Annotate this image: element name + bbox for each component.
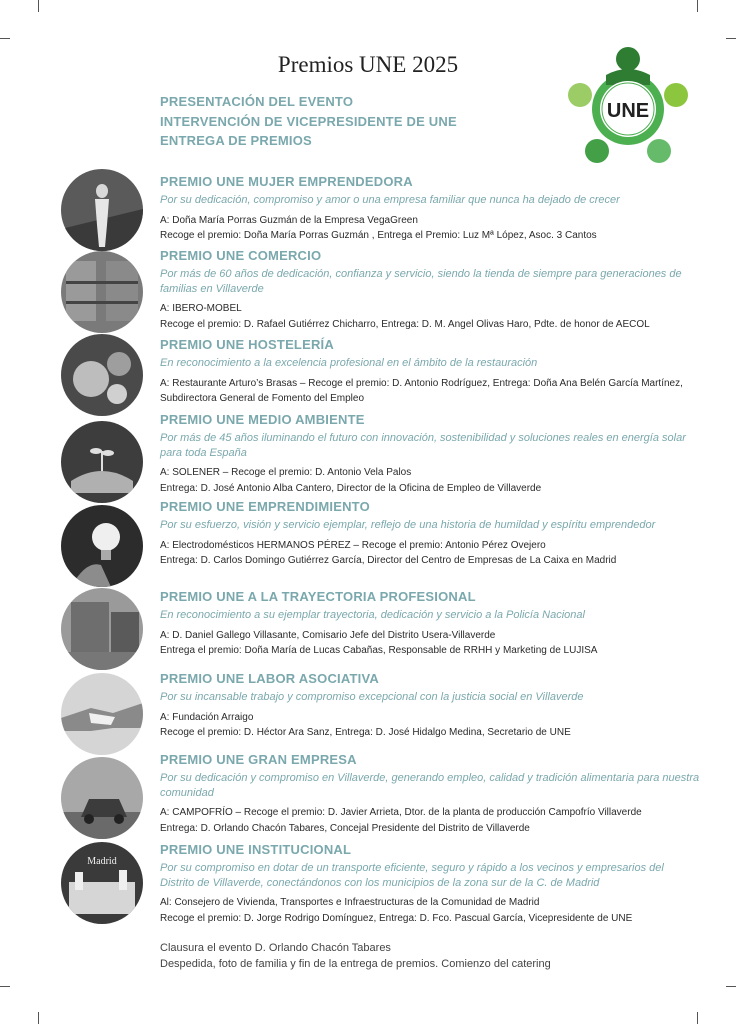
award-line: Al: Consejero de Vivienda, Transportes e Infraestructuras de la Comunidad de Madrid: [160, 897, 540, 908]
award-subtitle: Por su incansable trabajo y compromiso excepcional con la justicia social en Villaverde: [160, 691, 584, 703]
award-section: [160, 412, 700, 496]
award-title: PREMIO UNE EMPRENDIMIENTO: [160, 499, 370, 514]
award-section: [160, 174, 700, 244]
award-section: [160, 337, 700, 407]
award-line: Entrega el premio: Doña María de Lucas Cabañas, Responsable de RRHH y Marketing de LUJISA: [160, 645, 598, 656]
award-line: A: Fundación Arraigo: [160, 711, 254, 723]
award-line: A: Restaurante Arturo’s Brasas – Recoge el premio: D. Antonio Rodríguez, Entrega: Doña Ana Belén García Martínez, Subdirectora General de Fomento del Empleo: [160, 377, 683, 404]
crop-mark: [726, 38, 736, 39]
crop-mark: [0, 38, 10, 39]
award-title: PREMIO UNE A LA TRAYECTORIA PROFESIONAL: [160, 589, 476, 604]
award-section: [160, 752, 700, 836]
photo-shop: [61, 251, 143, 333]
award-title: PREMIO UNE MEDIO AMBIENTE: [160, 412, 365, 427]
award-line: A: IBERO-MOBEL: [160, 303, 242, 314]
award-line: Entrega: D. Orlando Chacón Tabares, Concejal Presidente del Distrito de Villaverde: [160, 822, 530, 834]
crop-mark: [726, 986, 736, 987]
award-line: A: CAMPOFRÍO – Recoge el premio: D. Javier Arrieta, Dtor. de la planta de producción Campofrío Villaverde: [160, 807, 642, 818]
photo-handshake: [61, 673, 143, 755]
award-title: PREMIO UNE LABOR ASOCIATIVA: [160, 671, 379, 686]
madrid-label: Madrid: [87, 856, 117, 867]
award-line: Entrega: D. Carlos Domingo Gutiérrez García, Director del Centro de Empresas de La Caixa en Madrid: [160, 555, 617, 566]
award-section: [160, 842, 700, 926]
award-line: A: Doña María Porras Guzmán de la Empresa VegaGreen: [160, 214, 418, 226]
crop-mark: [697, 0, 698, 12]
photo-lightbulb: [61, 505, 143, 587]
award-title: PREMIO UNE HOSTELERÍA: [160, 337, 334, 352]
photo-car: [61, 757, 143, 839]
closing-line: Despedida, foto de familia y fin de la entrega de premios. Comienzo del catering: [160, 958, 551, 970]
photo-madrid: [61, 842, 143, 924]
award-subtitle: Por más de 60 años de dedicación, confianza y servicio, siendo la tienda de siempre para generaciones de familias en Villaverde: [160, 268, 682, 295]
crop-mark: [697, 1012, 698, 1024]
closing-line: Clausura el evento D. Orlando Chacón Tabares: [160, 942, 391, 954]
agenda-item: ENTREGA DE PREMIOS: [160, 133, 312, 148]
award-line: Entrega: D. José Antonio Alba Cantero, Director de la Oficina de Empleo de Villaverde: [160, 482, 542, 494]
award-subtitle: Por su compromiso en dotar de un transporte eficiente, seguro y rápido a los vecinos y empresarios del Distrito de Villaverde, conectándonos con los municipios de la zona sur de la C. de Madrid: [160, 862, 664, 889]
award-line: Recoge el premio: Doña María Porras Guzmán , Entrega el Premio: Luz Mª López, Asoc. 3 Cantos: [160, 230, 597, 241]
photo-building: [61, 588, 143, 670]
award-line: A: SOLENER – Recoge el premio: D. Antonio Vela Palos: [160, 467, 412, 478]
award-line: Recoge el premio: D. Héctor Ara Sanz, Entrega: D. José Hidalgo Medina, Secretario de UNE: [160, 727, 571, 738]
award-line: Recoge el premio: D. Jorge Rodrigo Domínguez, Entrega: D. Fco. Pascual García, Vicepresidente de UNE: [160, 912, 633, 924]
award-subtitle: En reconocimiento a su ejemplar trayectoria, dedicación y servicio a la Policía Nacional: [160, 609, 585, 621]
photo-plant-hands: [61, 421, 143, 503]
award-title: PREMIO UNE INSTITUCIONAL: [160, 842, 352, 857]
photo-woman: [61, 169, 143, 251]
agenda-item: INTERVENCIÓN DE VICEPRESIDENTE DE UNE: [160, 113, 457, 129]
award-section: [160, 589, 700, 659]
award-subtitle: Por su esfuerzo, visión y servicio ejemplar, reflejo de una historia de humildad y espíritu emprendedor: [160, 519, 656, 531]
crop-mark: [38, 1012, 39, 1024]
page-title: Premios UNE 2025: [277, 52, 459, 77]
closing-notes: [160, 940, 551, 972]
une-logo: [566, 45, 690, 169]
agenda-item: PRESENTACIÓN DEL EVENTO: [160, 94, 354, 109]
photo-food: [61, 334, 143, 416]
award-title: PREMIO UNE COMERCIO: [160, 248, 322, 263]
award-subtitle: Por su dedicación, compromiso y amor o una empresa familiar que nunca ha dejado de crecer: [160, 194, 620, 206]
award-section: [160, 499, 700, 569]
award-line: A: Electrodomésticos HERMANOS PÉREZ – Recoge el premio: Antonio Pérez Ovejero: [160, 539, 546, 551]
award-title: PREMIO UNE MUJER EMPRENDEDORA: [160, 174, 413, 189]
award-subtitle: En reconocimiento a la excelencia profesional en el ámbito de la restauración: [160, 357, 538, 369]
award-line: A: D. Daniel Gallego Villasante, Comisario Jefe del Distrito Usera-Villaverde: [160, 629, 496, 641]
crop-mark: [38, 0, 39, 12]
award-section: [160, 671, 700, 741]
award-title: PREMIO UNE GRAN EMPRESA: [160, 752, 357, 767]
award-line: Recoge el premio: D. Rafael Gutiérrez Chicharro, Entrega: D. M. Angel Olivas Haro, Pdte. de honor de AECOL: [160, 318, 650, 330]
award-section: [160, 248, 700, 332]
crop-mark: [0, 986, 10, 987]
agenda: [160, 92, 457, 151]
award-subtitle: Por su dedicación y compromiso en Villaverde, generando empleo, calidad y tradición alimentaria para nuestra comunidad: [160, 772, 700, 799]
logo-text: UNE: [606, 100, 650, 122]
award-subtitle: Por más de 45 años iluminando el futuro con innovación, sostenibilidad y soluciones reales en energía solar para toda España: [160, 432, 686, 459]
